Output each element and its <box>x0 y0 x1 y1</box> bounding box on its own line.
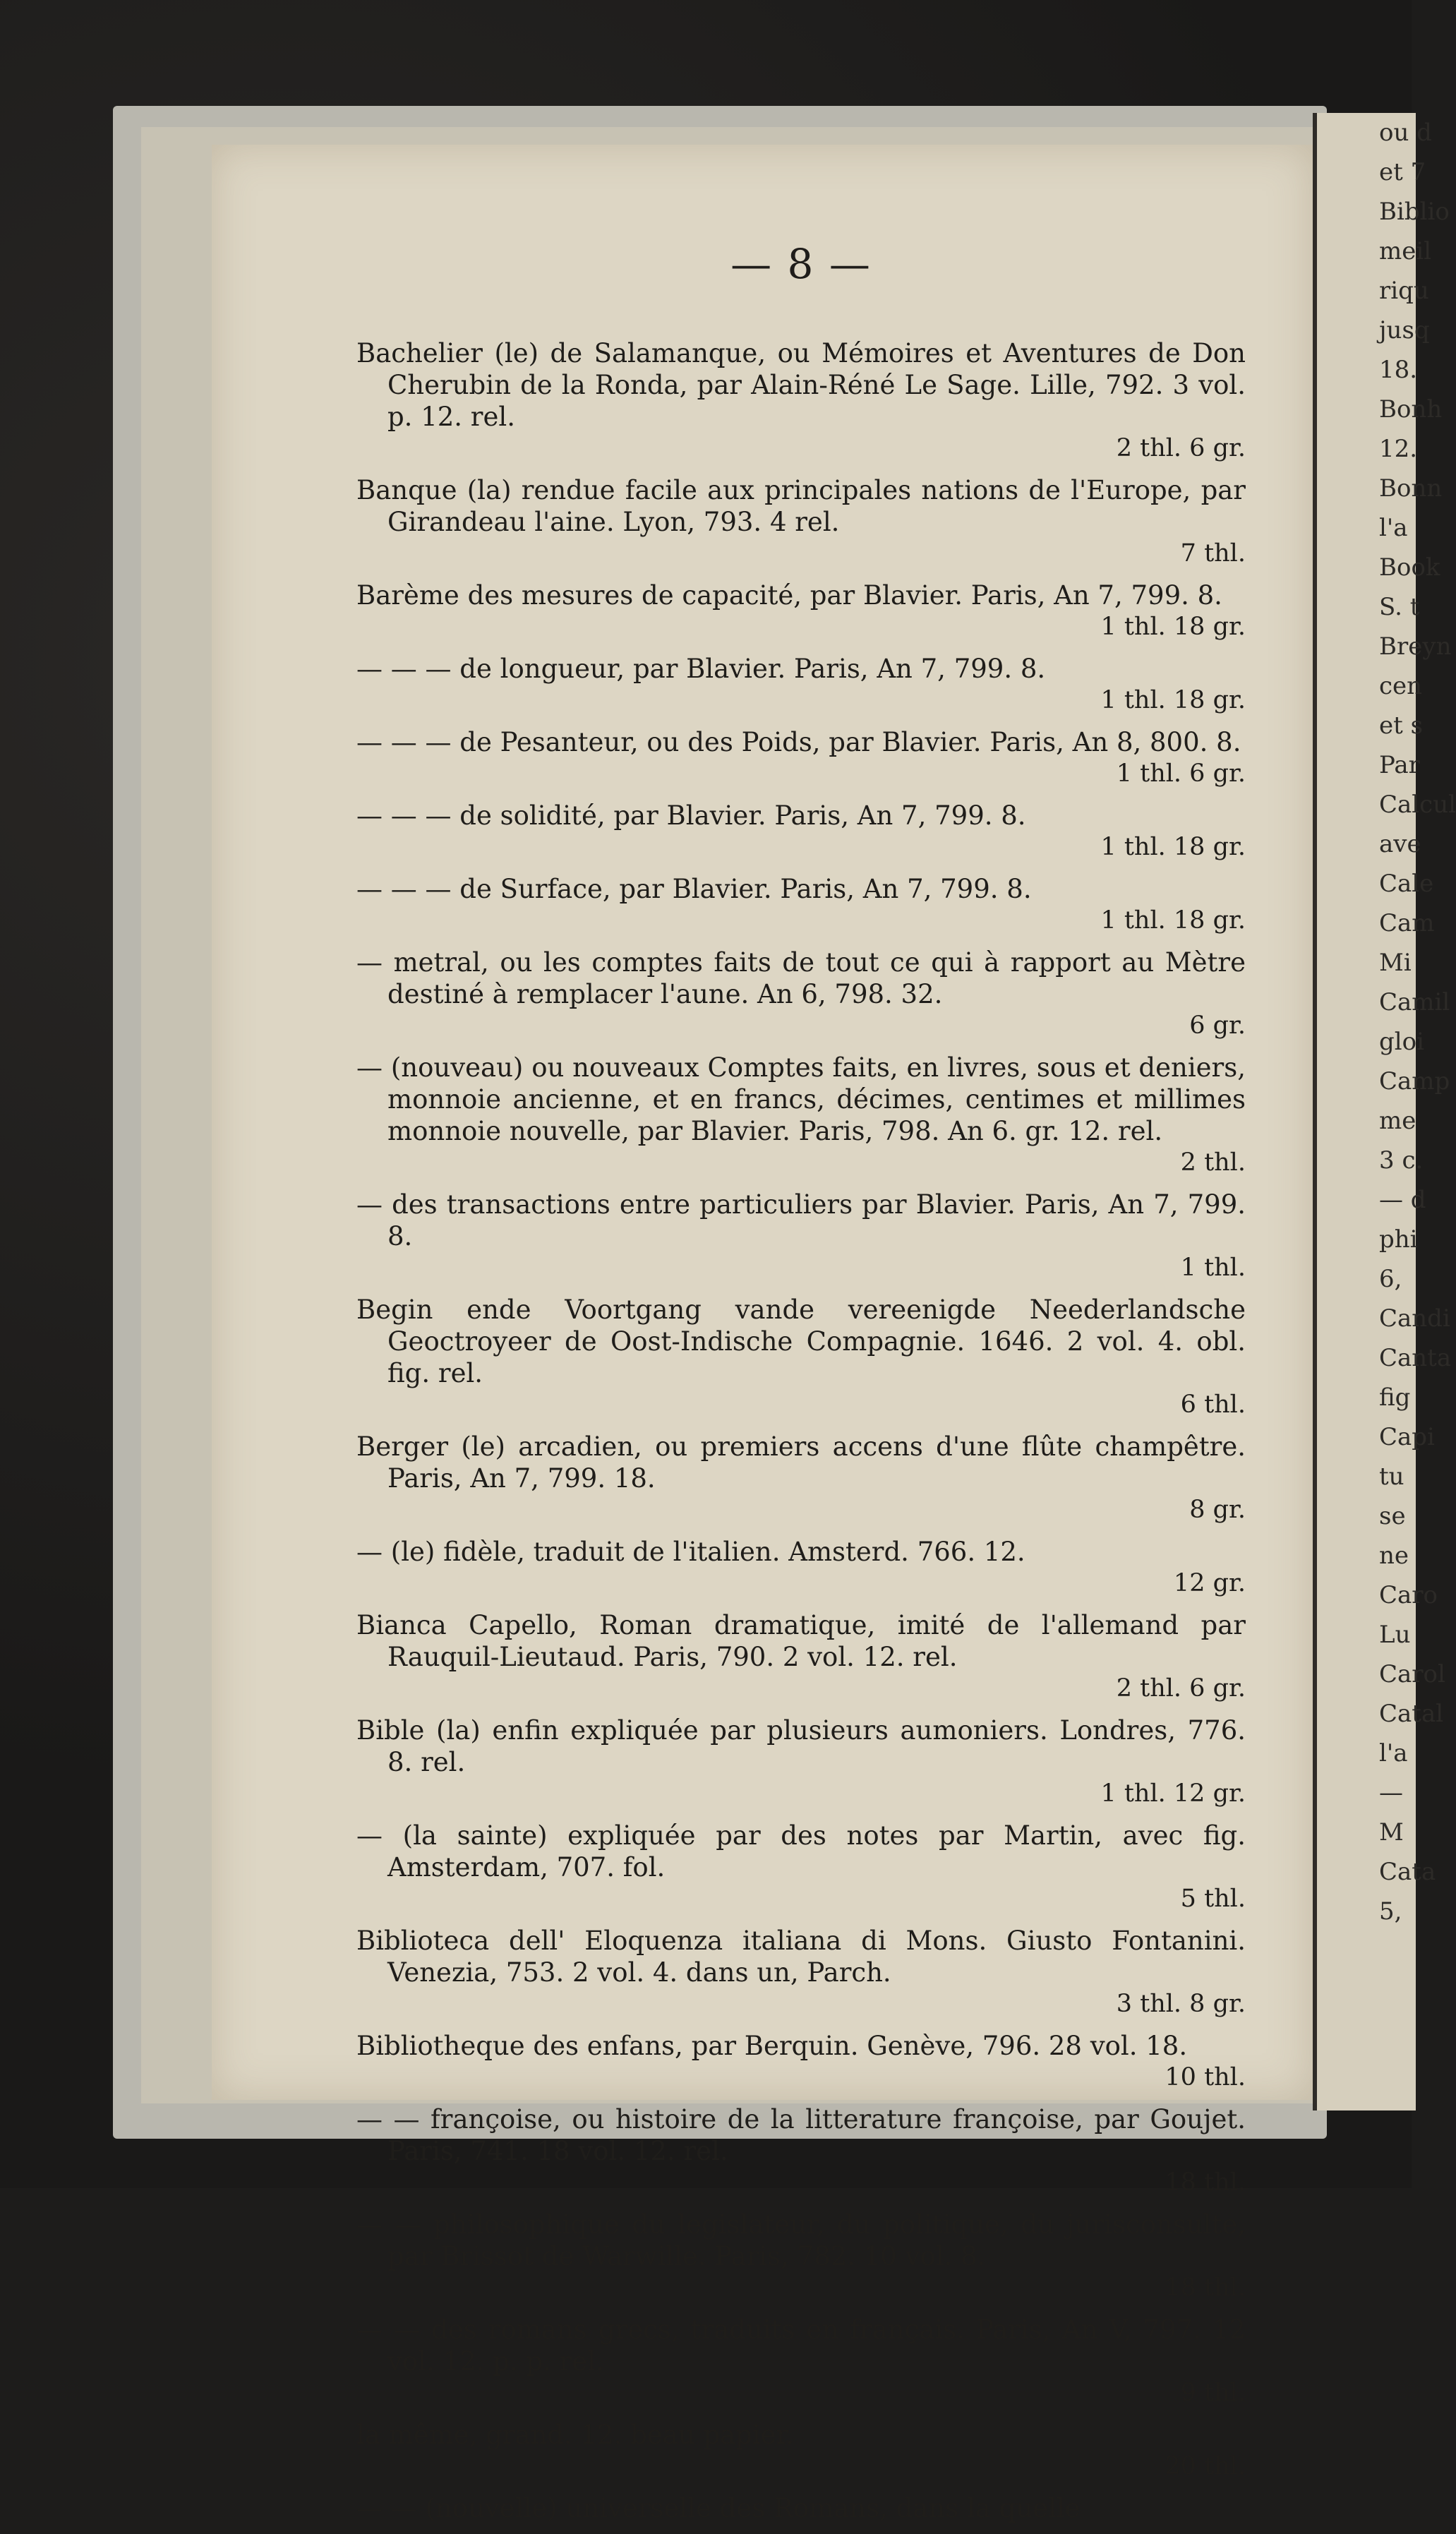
entry-price: 2 thl. 6 gr. <box>1116 434 1246 462</box>
catalog-entry <box>356 873 1246 937</box>
entry-price: 10 thl. <box>1165 2063 1246 2091</box>
entry-price: 12 gr. <box>1173 1569 1246 1597</box>
next-page-fragment: Caro <box>1379 1581 1438 1609</box>
entry-price: 2 thl. 6 gr. <box>1116 1674 1246 1703</box>
next-page-fragment: — d <box>1379 1186 1426 1214</box>
next-page-fragment: 5, <box>1379 1897 1402 1926</box>
catalog-entries <box>356 337 1246 2524</box>
entry-price: 3 thl. 8 gr. <box>1116 1990 1246 2018</box>
entry-text: Banque (la) rendue facile aux principales nations de l'Europe, par Girandeau l'aine. Lyon, 793. 4 rel. <box>356 475 1246 537</box>
catalog-entry <box>356 580 1246 643</box>
entry-text: Begin ende Voortgang vande vereenigde Neederlandsche Geoctroyeer de Oost-Indische Compagnie. 1646. 2 vol. 4. obl. fig. rel. <box>356 1295 1246 1388</box>
catalog-entry <box>356 2030 1246 2094</box>
next-page-fragment: Mi <box>1379 949 1412 977</box>
entry-price: 1 thl. 18 gr. <box>1100 833 1246 861</box>
catalog-entry <box>356 653 1246 716</box>
next-page-fragment: Capi <box>1379 1423 1435 1451</box>
entry-text: — — (nouvelle) universelle des Romans, dans la quelle <box>356 2493 1081 2523</box>
entry-price: 8 gr. <box>1189 1496 1246 1524</box>
entry-text: Berger (le) arcadien, ou premiers accens d'une flûte champêtre. Paris, An 7, 799. 18. <box>356 1431 1246 1494</box>
entry-text: la même, grand. 12. beau papier. <box>356 2420 794 2450</box>
entry-text: — — philosophique du legislateur, du politique, du jurisconsulte, par Brissot de Warwille. Paris, 782. 10 vol. 8. <box>356 2209 1246 2271</box>
entry-price: 1 thl. <box>1180 1254 1246 1282</box>
catalog-entry <box>356 726 1246 790</box>
catalog-entry <box>356 1294 1246 1421</box>
entry-text: — (le) fidèle, traduit de l'italien. Amsterd. 766. 12. <box>356 1537 1025 1567</box>
next-page-fragment: Camp <box>1379 1067 1450 1095</box>
catalog-entry <box>356 474 1246 570</box>
next-page-fragment: S. t <box>1379 593 1420 621</box>
entry-text: Bianca Capello, Roman dramatique, imité de l'allemand par Rauquil-Lieutaud. Paris, 790. 2 vol. 12. rel. <box>356 1610 1246 1672</box>
catalog-entry <box>356 1536 1246 1599</box>
next-page-fragment: Breyn <box>1379 632 1452 661</box>
entry-price: 1 thl. 18 gr. <box>1100 613 1246 641</box>
next-page-fragment: Biblio <box>1379 198 1450 226</box>
catalog-entry <box>356 337 1246 464</box>
entry-text: — — — de Surface, par Blavier. Paris, An 7, 799. 8. <box>356 874 1032 904</box>
entry-text: — — — de longueur, par Blavier. Paris, An 7, 799. 8. <box>356 654 1046 684</box>
next-page-fragment: fig <box>1379 1383 1411 1412</box>
next-page-fragment: Cale <box>1379 870 1434 898</box>
entry-text: — (nouveau) ou nouveaux Comptes faits, en livres, sous et deniers, monnoie ancienne, et en francs, décimes, centimes et millimes monnoie nouvelle, par Blavier. Paris, 798. An 6. gr. 12. rel. <box>356 1052 1246 1146</box>
next-page-fragment: meil <box>1379 237 1432 265</box>
next-page-edge <box>1313 113 1456 2110</box>
page-number: — 8 — <box>730 240 872 288</box>
next-page-fragment: — <box>1379 1779 1403 1807</box>
next-page-fragment: Lu <box>1379 1621 1411 1649</box>
next-page-fragment: et s <box>1379 711 1424 740</box>
entry-price: 18 thl. <box>1165 2168 1246 2197</box>
entry-text: Bachelier (le) de Salamanque, ou Mémoires et Aventures de Don Cherubin de la Ronda, par Alain-Réné Le Sage. Lille, 792. 3 vol. p. 12. rel. <box>356 338 1246 432</box>
catalog-entry <box>356 2314 1246 2409</box>
entry-text: Bibliotheque des enfans, par Berquin. Genève, 796. 28 vol. 18. <box>356 2031 1188 2061</box>
catalog-entry <box>356 1820 1246 1915</box>
page-content <box>356 240 1246 2534</box>
next-page-fragment: Bonn <box>1379 474 1443 503</box>
next-page-fragment: Canta <box>1379 1344 1452 1372</box>
next-page-fragment: Carol <box>1379 1660 1445 1688</box>
next-page-fragment: M <box>1379 1818 1404 1847</box>
next-page-fragment: tu <box>1379 1463 1404 1491</box>
catalog-entry <box>356 1609 1246 1705</box>
next-page-fragment: Camil <box>1379 988 1450 1016</box>
next-page-fragment: 18. <box>1379 356 1418 384</box>
catalog-entry <box>356 2209 1246 2304</box>
catalog-entry <box>356 1715 1246 1810</box>
next-page-fragment: l'a <box>1379 514 1408 542</box>
next-page-fragment: ave <box>1379 830 1421 858</box>
catalog-entry <box>356 2103 1246 2199</box>
catalog-entry <box>356 1431 1246 1526</box>
next-page-fragment: me <box>1379 1107 1416 1135</box>
next-page-fragment: Candi <box>1379 1304 1450 1333</box>
next-page-fragment: l'a <box>1379 1739 1408 1767</box>
catalog-entry <box>356 1189 1246 1284</box>
entry-price: 7 thl. <box>1180 539 1246 568</box>
next-page-fragment: Cata <box>1379 1858 1436 1886</box>
entry-price: 1 thl. 18 gr. <box>1100 686 1246 714</box>
entry-text: — — — de Pesanteur, ou des Poids, par Blavier. Paris, An 8, 800. 8. <box>356 727 1241 757</box>
entry-price: 20 thl. <box>1165 2452 1246 2480</box>
next-page-fragment: 3 c. <box>1379 1146 1424 1175</box>
catalog-entry <box>356 1052 1246 1179</box>
entry-price: 9 thl. <box>1180 2379 1246 2407</box>
next-page-fragment: et 7 <box>1379 158 1426 186</box>
next-page-fragment: riqu <box>1379 277 1429 305</box>
next-page-fragment: Calcul <box>1379 791 1456 819</box>
entry-price: 18 thl. <box>1165 2274 1246 2302</box>
next-page-fragment: Bonh <box>1379 395 1443 424</box>
next-page-fragment: ou d <box>1379 119 1432 147</box>
next-page-fragment: Par <box>1379 751 1420 779</box>
entry-price: 1 thl. 18 gr. <box>1100 906 1246 935</box>
entry-text: — — — de solidité, par Blavier. Paris, An 7, 799. 8. <box>356 800 1026 831</box>
next-page-fragment: 6, <box>1379 1265 1402 1293</box>
entry-text: — (la sainte) expliquée par des notes par Martin, avec fig. Amsterdam, 707. fol. <box>356 1820 1246 1883</box>
entry-text: — des transactions entre particuliers par Blavier. Paris, An 7, 799. 8. <box>356 1189 1246 1251</box>
entry-price: 6 gr. <box>1189 1011 1246 1040</box>
next-page-fragment: jusq <box>1379 316 1430 344</box>
catalog-entry <box>356 2492 1246 2524</box>
entry-price: 1 thl. 6 gr. <box>1116 759 1246 788</box>
catalog-entry <box>356 800 1246 863</box>
entry-price: 6 thl. <box>1180 1391 1246 1419</box>
next-page-fragment: ne <box>1379 1542 1409 1570</box>
next-page-fragment: se <box>1379 1502 1406 1530</box>
entry-text: — metral, ou les comptes faits de tout ce qui à rapport au Mètre destiné à remplacer l'aune. An 6, 798. 32. <box>356 947 1246 1009</box>
next-page-fragment: Book <box>1379 553 1440 582</box>
next-page-fragment: phi <box>1379 1225 1418 1254</box>
catalog-entry <box>356 1925 1246 2020</box>
next-page-fragment: Cam <box>1379 909 1435 937</box>
next-page-fragment: Catal <box>1379 1700 1444 1728</box>
entry-text: Barème des mesures de capacité, par Blavier. Paris, An 7, 799. 8. <box>356 580 1222 611</box>
entry-price: 1 thl. 12 gr. <box>1100 1779 1246 1808</box>
entry-price: 5 thl. <box>1180 1885 1246 1913</box>
entry-text: Biblioteca dell' Eloquenza italiana di Mons. Giusto Fontanini. Venezia, 753. 2 vol. 4. dans un, Parch. <box>356 1926 1246 1988</box>
catalog-entry <box>356 947 1246 1042</box>
entry-price: 2 thl. <box>1180 1148 1246 1177</box>
entry-text: Bible (la) enfin expliquée par plusieurs aumoniers. Londres, 776. 8. rel. <box>356 1715 1246 1777</box>
entry-text: — — françoise, ou histoire de la litterature françoise, par Goujet. Paris, 741. 18 vol. 12. rel. <box>356 2104 1246 2166</box>
next-page-fragment: gloi <box>1379 1028 1424 1056</box>
entry-text: — — des romans grecs, traduits en français. Paris, An V, 797. 12 vol. 12. p. p. rel. <box>356 2314 1246 2377</box>
catalog-entry <box>356 2419 1246 2482</box>
next-page-fragment: cen <box>1379 672 1423 700</box>
next-page-fragment: 12. <box>1379 435 1418 463</box>
